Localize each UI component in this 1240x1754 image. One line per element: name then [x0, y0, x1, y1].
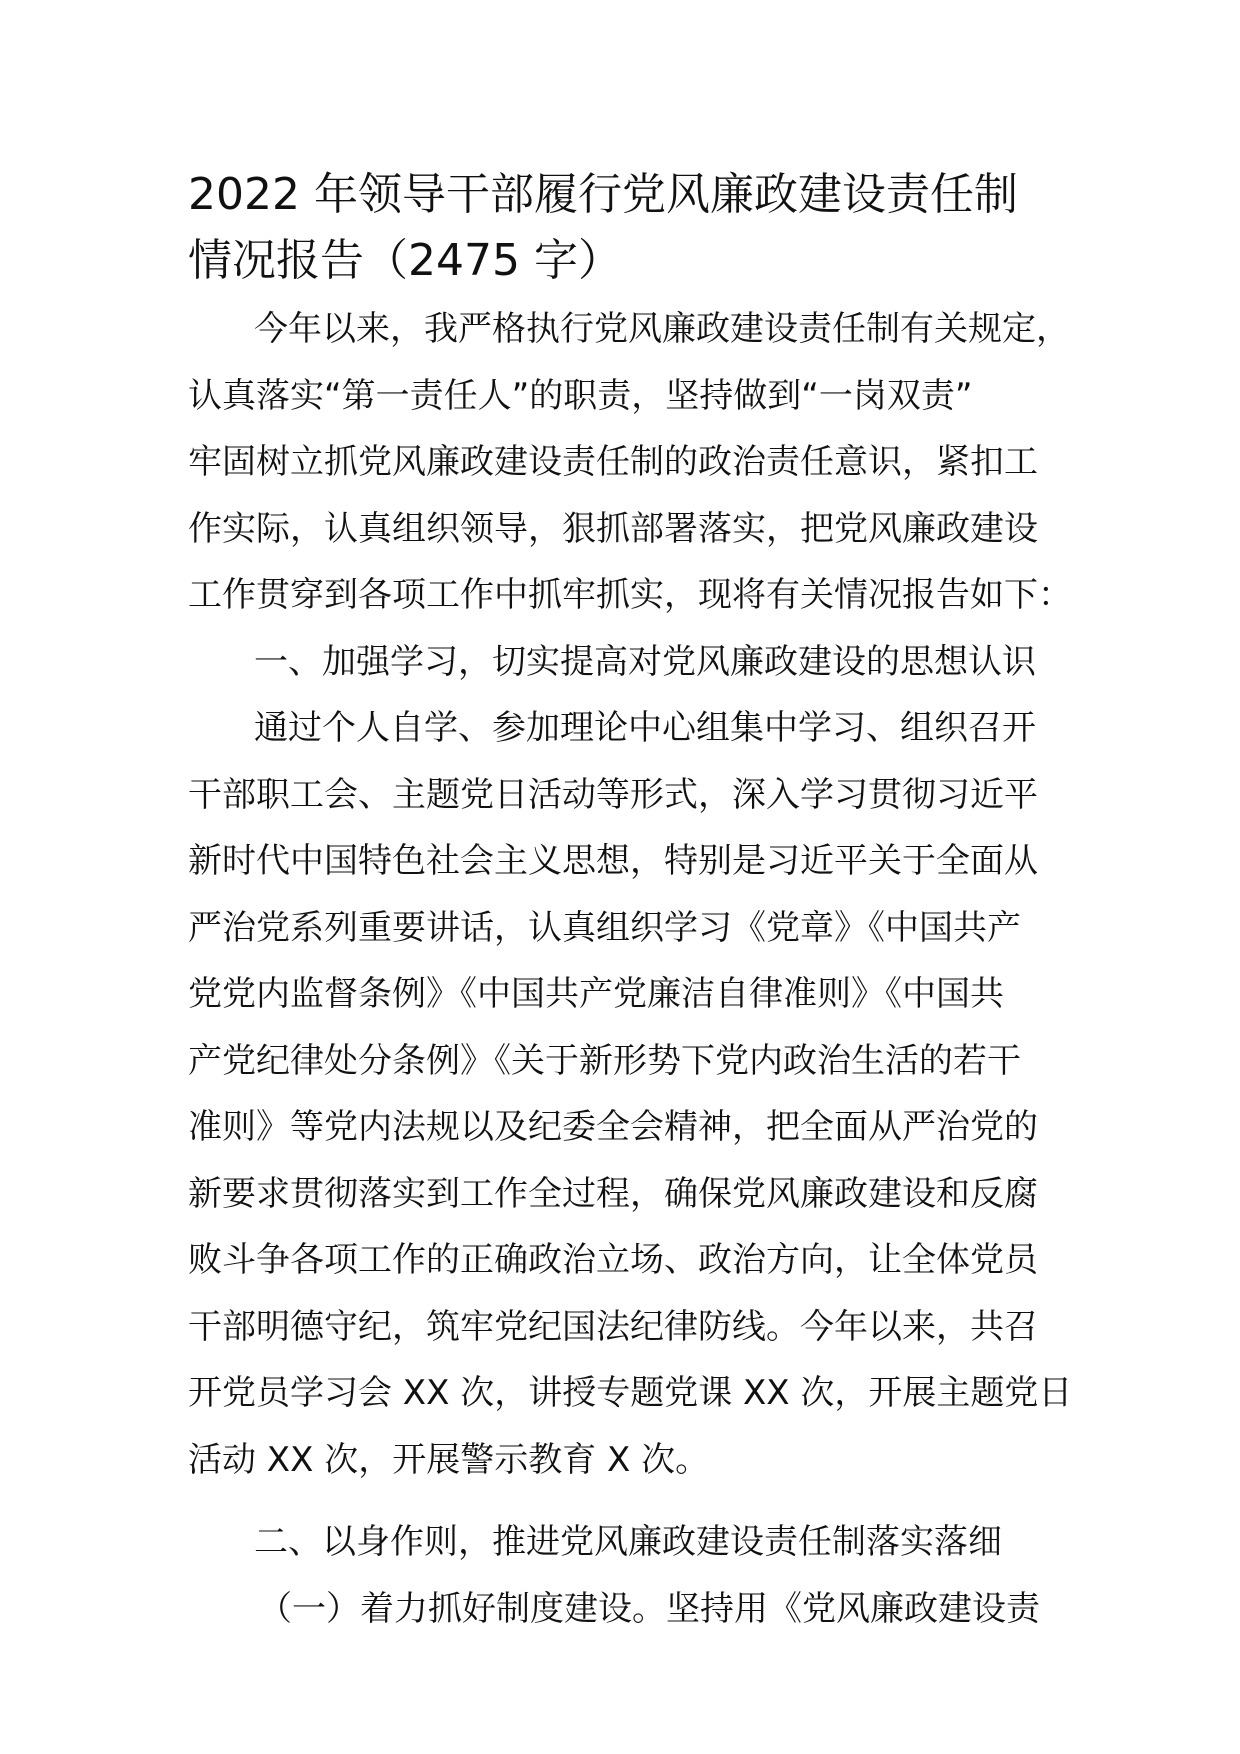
intro-paragraph	[188, 296, 1072, 629]
title-line-1: 2022 年领导干部履行党风廉政建设责任制	[188, 169, 1018, 220]
paragraph-line: 严治党系列重要讲话，认真组织学习《党章》《中国共产	[188, 907, 1021, 948]
paragraph-line: 工作贯穿到各项工作中抓牢抓实，现将有关情况报告如下：	[188, 575, 1072, 615]
paragraph-line: 活动 XX 次，开展警示教育 X 次。	[188, 1439, 710, 1480]
paragraph-line: 干部明德守纪，筑牢党纪国法纪律防线。今年以来，共召	[188, 1306, 1038, 1347]
section-heading-1: 一、加强学习，切实提高对党风廉政建设的思想认识	[254, 641, 1036, 682]
paragraph-line: 新要求贯彻落实到工作全过程，确保党风廉政建设和反腐	[188, 1173, 1038, 1214]
subsection-line: （一）着力抓好制度建设。坚持用《党风廉政建设责	[258, 1588, 1040, 1629]
paragraph-line: 牢固树立抓党风廉政建设责任制的政治责任意识，紧扣工	[188, 442, 1038, 482]
paragraph-line: 准则》等党内法规以及纪委全会精神，把全面从严治党的	[188, 1107, 1038, 1147]
paragraph-line: 产党纪律处分条例》《关于新形势下党内政治生活的若干	[188, 1040, 1021, 1081]
paragraph-line: 干部职工会、主题党日活动等形式，深入学习贯彻习近平	[188, 774, 1038, 815]
section-heading-2: 二、以身作则，推进党风廉政建设责任制落实落细	[254, 1522, 1002, 1562]
paragraph-line: 作实际，认真组织领导，狠抓部署落实，把党风廉政建设	[188, 508, 1038, 549]
paragraph-line: 通过个人自学、参加理论中心组集中学习、组织召开	[254, 708, 1036, 748]
document-body	[188, 296, 1073, 1642]
paragraph-line: 今年以来，我严格执行党风廉政建设责任制有关规定，	[254, 309, 1070, 349]
paragraph-line: 新时代中国特色社会主义思想，特别是习近平关于全面从	[188, 841, 1038, 881]
title-line-2: 情况报告（2475 字）	[188, 235, 622, 286]
paragraph-line: 开党员学习会 XX 次，讲授专题党课 XX 次，开展主题党日	[188, 1373, 1073, 1413]
paragraph-line: 党党内监督条例》《中国共产党廉洁自律准则》《中国共	[188, 974, 1004, 1014]
document-title	[188, 162, 1068, 294]
section-1-paragraph	[188, 695, 1073, 1493]
paragraph-line: 败斗争各项工作的正确政治立场、政治方向，让全体党员	[188, 1240, 1038, 1280]
paragraph-line: 认真落实“第一责任人”的职责，坚持做到“一岗双责”	[188, 375, 973, 416]
